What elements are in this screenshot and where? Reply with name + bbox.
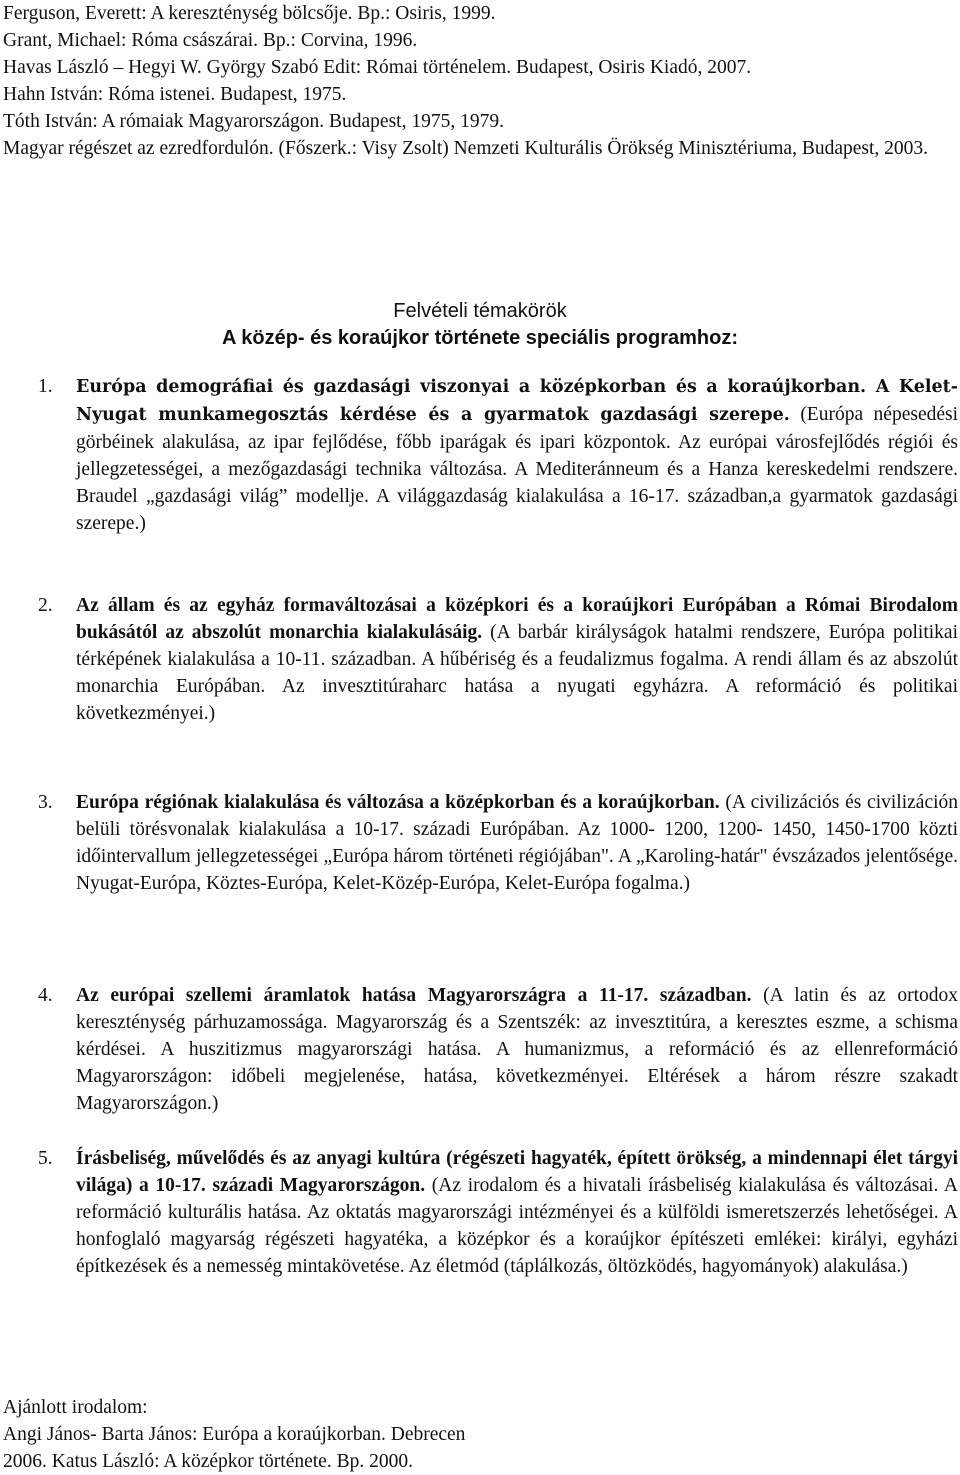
topic-text: (Az irodalom és a hivatali írásbeliség kialakulása és változásai. A reformáció kulturális hatása. Az oktatás magyarországi intézményei és a külföldi ismeretszerzés lehetőségei. A honfoglaló magyarság régészeti hagyatéka, a középkor és a koraújkor építészeti emlékei: királyi, egyházi építkezések és a nemesség mintakövetése. Az életmód (táplálkozás, öltözködés, hagyományok) alakulása.) <box>76 1175 959 1277</box>
topic-2 <box>38 592 958 727</box>
topic-title: Európa demográfiai és gazdasági viszonyai a középkorban és a koraújkorban. A Kelet- Nyugat munkamegosztás kérdése és a gyarmatok gazdasági szerepe. <box>76 377 958 425</box>
heading-subtitle: A közép- és koraújkor története speciális programhoz: <box>221 327 739 349</box>
reference-item: Tóth István: A rómaiak Magyarországon. Budapest, 1975, 1979. <box>3 111 504 132</box>
topic-title: Az állam és az egyház formaváltozásai a középkori és a koraújkori Európában a Római Birodalom bukásától az abszolút monarchia kialakulásáig. <box>76 595 958 643</box>
topic-3 <box>38 789 958 897</box>
reference-list <box>3 0 953 162</box>
topic-1 <box>38 373 958 537</box>
topic-text: (Európa népesedési görbéinek alakulása, az ipar fejlődése, főbb iparágak és ipari központok. Az európai városfejlődés régiói és jellegzetességei, a mezőgazdasági technika változása. A Mediteránneum és a Hanza kereskedelmi rendszere. Braudel „gazdasági világ” modellje. A világgazdaság kialakulása a 16-17. században,a gyarmatok gazdasági szerepe.) <box>76 404 959 534</box>
topic-text: (A barbár királyságok hatalmi rendszere, Európa politikai térképének kialakulása a 10-11. században. A hűbériség és a feudalizmus fogalma. A rendi állam és az abszolút monarchia Európában. Az invesztitúraharc hatása a nyugati egyházra. A reformáció és politikai következményei.) <box>76 622 958 724</box>
section-heading <box>0 298 960 352</box>
topic-number: 2. <box>38 595 53 616</box>
recommended-reading <box>3 1394 953 1475</box>
reading-line: 2006. Katus László: A középkor története. Bp. 2000. <box>3 1451 413 1472</box>
reading-label: Ajánlott irodalom: <box>3 1397 148 1418</box>
topic-4 <box>38 982 958 1117</box>
topic-number: 3. <box>38 792 53 813</box>
reference-item: Havas László – Hegyi W. György Szabó Edit: Római történelem. Budapest, Osiris Kiadó, 2007. <box>3 57 752 78</box>
topic-5 <box>38 1145 958 1280</box>
topic-body <box>76 789 958 897</box>
topic-body <box>76 982 958 1117</box>
topic-text: (A civilizációs és civilizáción belüli törésvonalak kialakulása a 10-17. századi Európában. Az 1000- 1200, 1200- 1450, 1450-1700 közti időintervallum jellegzetességei „Európa három történeti régiójában". A „Karoling-határ" évszázados jelentősége. Nyugat-Európa, Köztes-Európa, Kelet-Közép-Európa, Kelet-Európa fogalma.) <box>76 792 959 894</box>
reference-item: Hahn István: Róma istenei. Budapest, 1975. <box>3 84 347 105</box>
topic-title: Írásbeliség, művelődés és az anyagi kultúra (régészeti hagyaték, épített örökség, a mindennapi élet tárgyi világa) a 10-17. századi Magyarországon. <box>76 1148 958 1196</box>
reading-line: Angi János- Barta János: Európa a koraújkorban. Debrecen <box>3 1424 466 1445</box>
topic-title: Az európai szellemi áramlatok hatása Magyarországra a 11-17. században. <box>76 985 752 1006</box>
topic-number: 1. <box>38 376 53 397</box>
reference-item: Ferguson, Everett: A kereszténység bölcsője. Bp.: Osiris, 1999. <box>3 3 496 24</box>
reference-item: Magyar régészet az ezredfordulón. (Főszerk.: Visy Zsolt) Nemzeti Kulturális Örökség Minisztériuma, Budapest, 2003. <box>3 138 929 159</box>
topic-number: 5. <box>38 1148 53 1169</box>
topic-number: 4. <box>38 985 53 1006</box>
topic-body <box>76 1145 958 1280</box>
topic-body <box>76 373 958 537</box>
topic-title: Európa régiónak kialakulása és változása a középkorban és a koraújkorban. <box>76 792 720 813</box>
topic-body <box>76 592 958 727</box>
topic-text: (A latin és az ortodox kereszténység párhuzamossága. Magyarország és a Szentszék: az invesztitúra, a keresztes eszme, a schisma kérdései. A huszitizmus magyarországi hatása. A humanizmus, a reformáció és az ellenreformáció Magyarországon: időbeli megjelenése, hatása, következményei. Eltérések a három részre szakadt Magyarországon.) <box>76 985 959 1114</box>
heading-title: Felvételi témakörök <box>393 300 567 322</box>
reference-item: Grant, Michael: Róma császárai. Bp.: Corvina, 1996. <box>3 30 418 51</box>
